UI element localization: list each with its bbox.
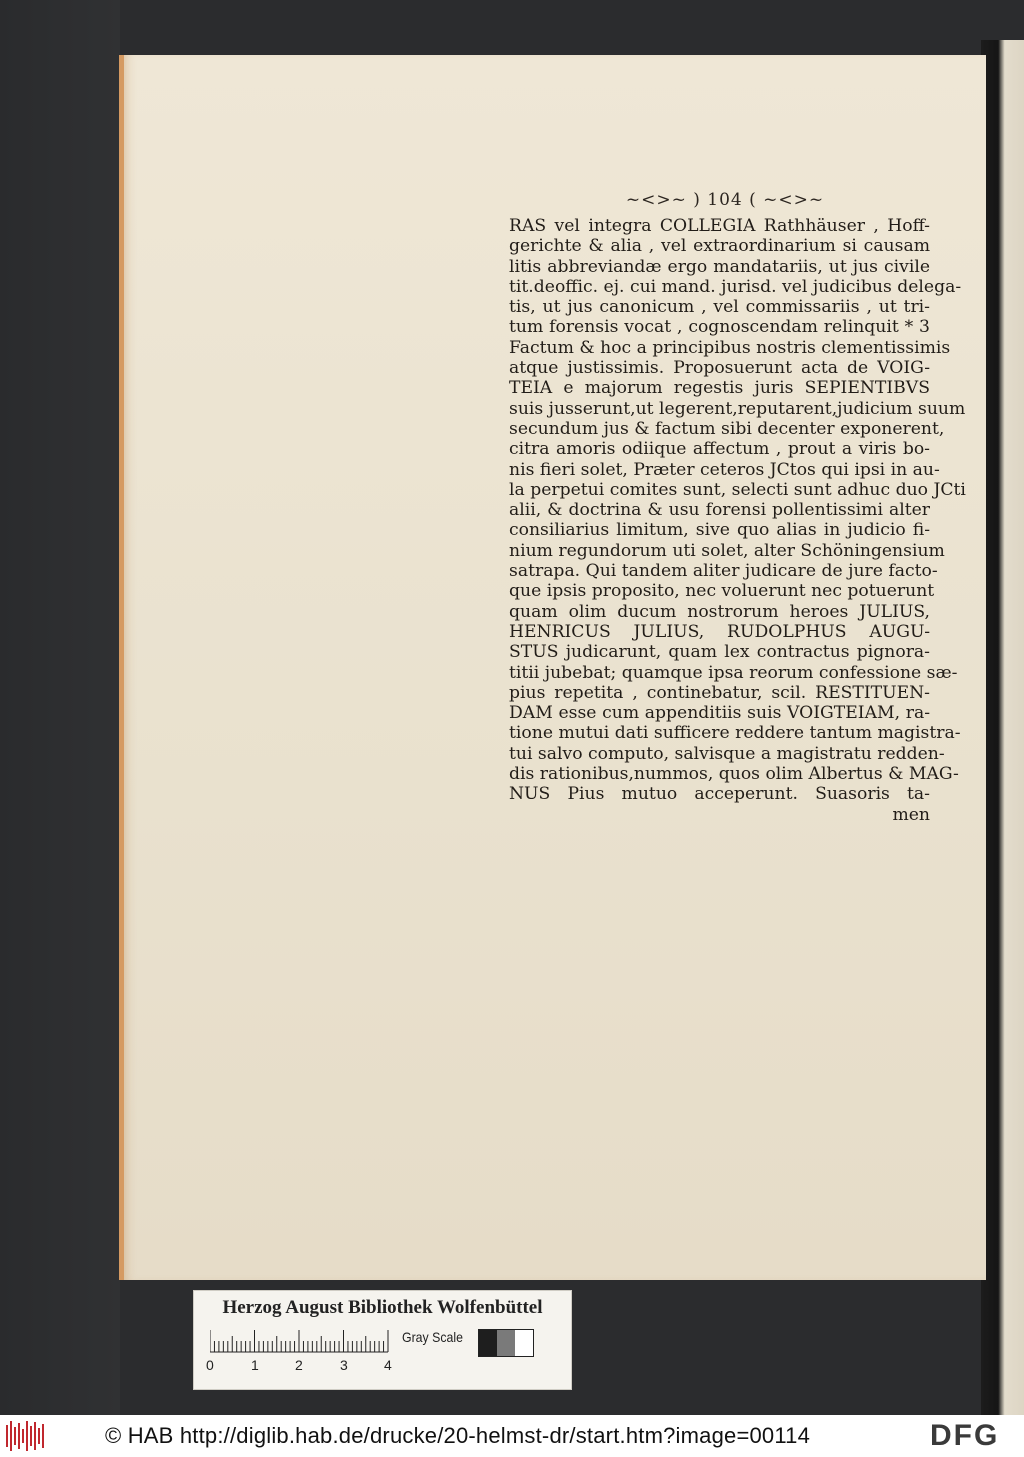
text-line: tum forensis vocat , cognoscendam relinquit * 3: [509, 317, 930, 338]
text-line: satrapa. Qui tandem aliter judicare de jure facto-: [509, 561, 938, 582]
ruler-number: 4: [384, 1357, 392, 1373]
label-title: Herzog August Bibliothek Wolfenbüttel: [222, 1297, 543, 1318]
text-line: pius repetita , continebatur, scil. RESTITUEN-: [509, 682, 930, 703]
ruler-number: 1: [251, 1357, 259, 1373]
text-line: quam olim ducum nostrorum heroes JULIUS,: [509, 601, 930, 622]
text-line: tui salvo computo, salvisque a magistratu redden-: [509, 743, 945, 764]
text-line: HENRICUS JULIUS, RUDOLPHUS AUGU-: [509, 621, 930, 642]
text-line: alii, & doctrina & usu forensi pollentissimi alter: [509, 500, 930, 521]
facing-page-edge: [981, 40, 1024, 1415]
dfg-logo: DFG: [930, 1419, 1000, 1452]
barcode-icon: [6, 1421, 46, 1451]
text-line: consiliarius limitum, sive quo alias in judicio fi-: [509, 520, 930, 541]
scan-background: [0, 0, 120, 1415]
text-line: titii jubebat; quamque ipsa reorum confessione sæ-: [509, 662, 958, 683]
text-line: citra amoris odiique affectum , prout a viris bo-: [509, 439, 930, 460]
ruler-number: 3: [340, 1357, 348, 1373]
library-label: [193, 1290, 572, 1390]
text-line: dis rationibus,nummos, quos olim Albertus & MAG-: [509, 764, 959, 785]
swatch-black: [479, 1330, 497, 1356]
text-line: NUS Pius mutuo acceperunt. Suasoris ta-: [509, 784, 930, 805]
text-line: la perpetui comites sunt, selecti sunt adhuc duo JCti: [509, 479, 966, 500]
text-line: tis, ut jus canonicum , vel commissariis , ut tri-: [509, 297, 930, 318]
text-line: men: [892, 804, 930, 825]
ruler-icon: [210, 1329, 400, 1353]
text-line: suis jusserunt,ut legerent,reputarent,judicium suum: [509, 398, 966, 419]
text-line: tit.deoffic. ej. cui mand. jurisd. vel judicibus delega-: [509, 276, 962, 297]
text-line: Factum & hoc a principibus nostris clementissimis: [509, 337, 951, 358]
page-header: ~<>~ ) 104 ( ~<>~: [625, 190, 825, 210]
text-line: nis fieri solet, Præter ceteros JCtos qui ipsi in au-: [509, 459, 940, 480]
text-line: atque justissimis. Proposuerunt acta de VOIG-: [509, 358, 930, 379]
text-line: litis abbreviandæ ergo mandatariis, ut jus civile: [509, 256, 930, 277]
text-line: que ipsis proposito, nec voluerunt nec potuerunt: [509, 581, 935, 602]
text-line: STUS judicarunt, quam lex contractus pignora-: [509, 642, 930, 663]
text-line: DAM esse cum appenditiis suis VOIGTEIAM, ra-: [509, 703, 930, 724]
page-text: [509, 216, 966, 825]
text-line: nium regundorum uti solet, alter Schöningensium: [509, 540, 945, 561]
text-line: secundum jus & factum sibi decenter exponerent,: [509, 418, 945, 439]
ruler-labels: [206, 1357, 406, 1377]
text-line: TEIA e majorum regestis juris SEPIENTIBVS: [509, 378, 930, 399]
copyright-url[interactable]: © HAB http://diglib.hab.de/drucke/20-helmst-dr/start.htm?image=00114: [105, 1423, 811, 1448]
text-line: tione mutui dati sufficere reddere tantum magistra-: [509, 723, 961, 744]
footer-bar: [0, 1415, 1024, 1457]
swatch-gray: [497, 1330, 515, 1356]
gray-scale-label: Gray Scale: [402, 1329, 463, 1345]
ruler-number: 2: [295, 1357, 303, 1373]
text-line: gerichte & alia , vel extraordinarium si causam: [509, 236, 930, 257]
ruler-number: 0: [206, 1357, 214, 1373]
gray-scale-swatch: [478, 1329, 534, 1357]
text-line: RAS vel integra COLLEGIA Rathhäuser , Hoff-: [509, 216, 930, 236]
swatch-white: [515, 1330, 533, 1356]
